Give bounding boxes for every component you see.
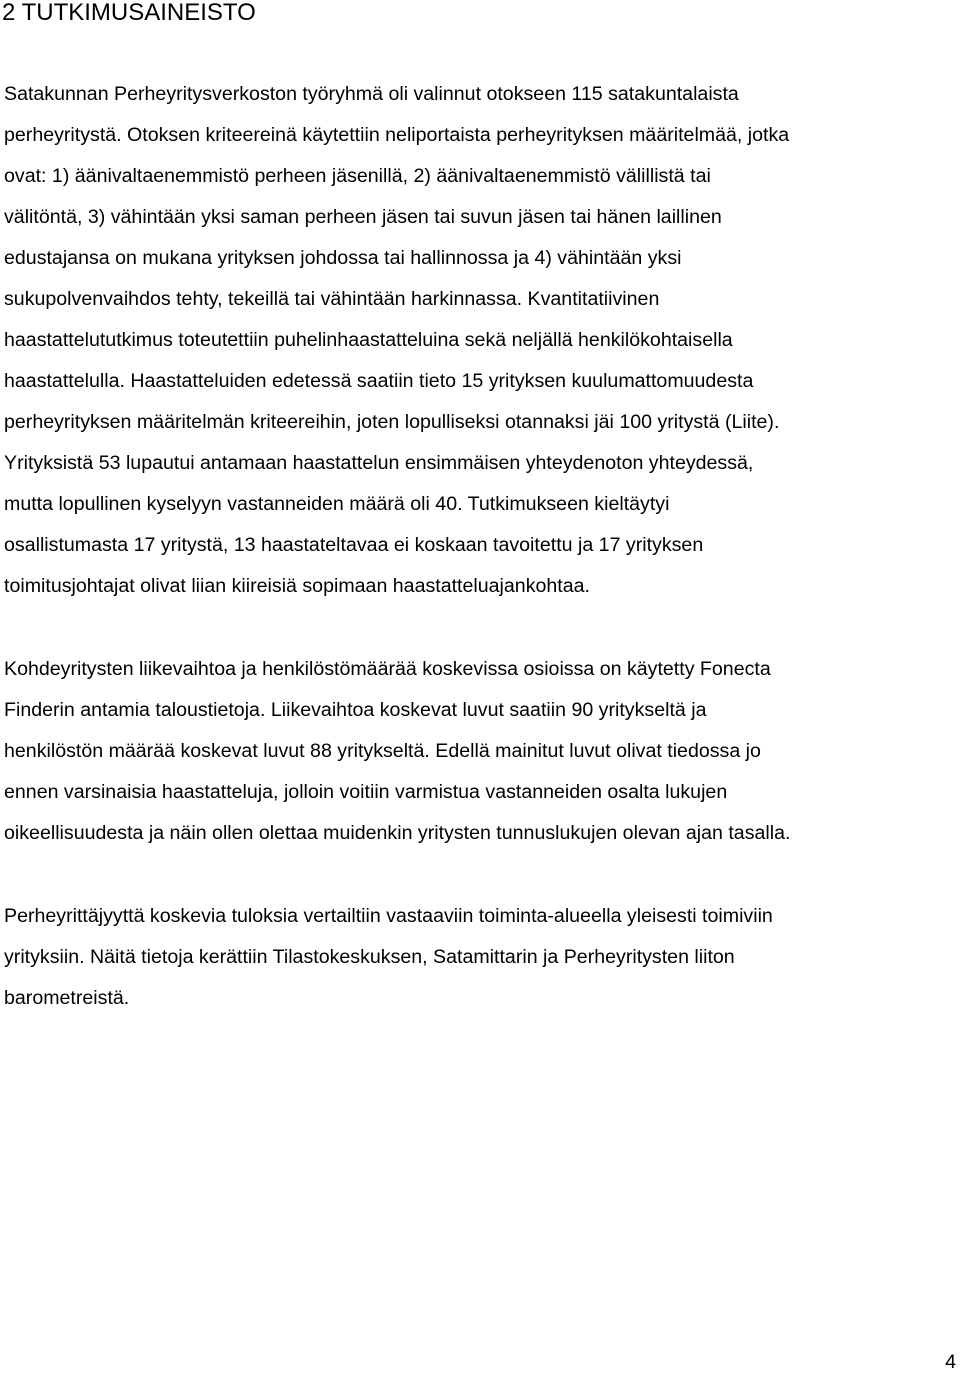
paragraph-line: Satakunnan Perheyritysverkoston työryhmä oli valinnut otokseen 115 satakuntalaista (4, 83, 739, 105)
paragraph-line: osallistumasta 17 yritystä, 13 haastateltavaa ei koskaan tavoitettu ja 17 yrityksen (4, 534, 704, 556)
paragraph-line: edustajansa on mukana yrityksen johdossa tai hallinnossa ja 4) vähintään yksi (4, 247, 682, 269)
paragraph-line: Finderin antamia taloustietoja. Liikevaihtoa koskevat luvut saatiin 90 yritykseltä ja (4, 699, 707, 721)
paragraph-line: mutta lopullinen kyselyyn vastanneiden määrä oli 40. Tutkimukseen kieltäytyi (4, 493, 670, 515)
paragraph-line: barometreistä. (4, 987, 130, 1009)
page-number: 4 (945, 1351, 956, 1373)
paragraph-comparison-data (4, 896, 960, 1019)
paragraph-line: henkilöstön määrää koskevat luvut 88 yritykseltä. Edellä mainitut luvut olivat tiedossa jo (4, 740, 761, 762)
paragraph-line: ovat: 1) äänivaltaenemmistö perheen jäsenillä, 2) äänivaltaenemmistö välillistä tai (4, 165, 711, 187)
paragraph-line: ennen varsinaisia haastatteluja, jolloin voitiin varmistua vastanneiden osalta lukujen (4, 781, 728, 803)
section-heading: 2 TUTKIMUSAINEISTO (2, 0, 256, 26)
paragraph-line: Kohdeyritysten liikevaihtoa ja henkilöstömäärää koskevissa osioissa on käytetty Fonecta (4, 658, 771, 680)
paragraph-line: haastattelulla. Haastatteluiden edetessä saatiin tieto 15 yrityksen kuulumattomuudesta (4, 370, 754, 392)
paragraph-line: haastattelututkimus toteutettiin puhelinhaastatteluina sekä neljällä henkilökohtaisella (4, 329, 733, 351)
paragraph-line: yrityksiin. Näitä tietoja kerättiin Tilastokeskuksen, Satamittarin ja Perheyritysten liiton (4, 946, 735, 968)
paragraph-line: perheyrityksen määritelmän kriteereihin, joten lopulliseksi otannaksi jäi 100 yritystä (Liite). (4, 411, 780, 433)
paragraph-line: toimitusjohtajat olivat liian kiireisiä sopimaan haastatteluajankohtaa. (4, 575, 590, 597)
paragraph-line: Perheyrittäjyyttä koskevia tuloksia vertailtiin vastaaviin toiminta-alueella yleisesti toimiviin (4, 905, 773, 927)
paragraph-line: oikeellisuudesta ja näin ollen olettaa muidenkin yritysten tunnuslukujen olevan ajan tasalla. (4, 822, 791, 844)
paragraph-line: perheyritystä. Otoksen kriteereinä käytettiin neliportaista perheyrityksen määritelmää, jotka (4, 124, 790, 146)
paragraph-sample-description (4, 74, 960, 607)
paragraph-line: sukupolvenvaihdos tehty, tekeillä tai vähintään harkinnassa. Kvantitatiivinen (4, 288, 660, 310)
paragraph-financial-data (4, 649, 960, 854)
paragraph-line: välitöntä, 3) vähintään yksi saman perheen jäsen tai suvun jäsen tai hänen laillinen (4, 206, 722, 228)
paragraph-line: Yrityksistä 53 lupautui antamaan haastattelun ensimmäisen yhteydenoton yhteydessä, (4, 452, 754, 474)
